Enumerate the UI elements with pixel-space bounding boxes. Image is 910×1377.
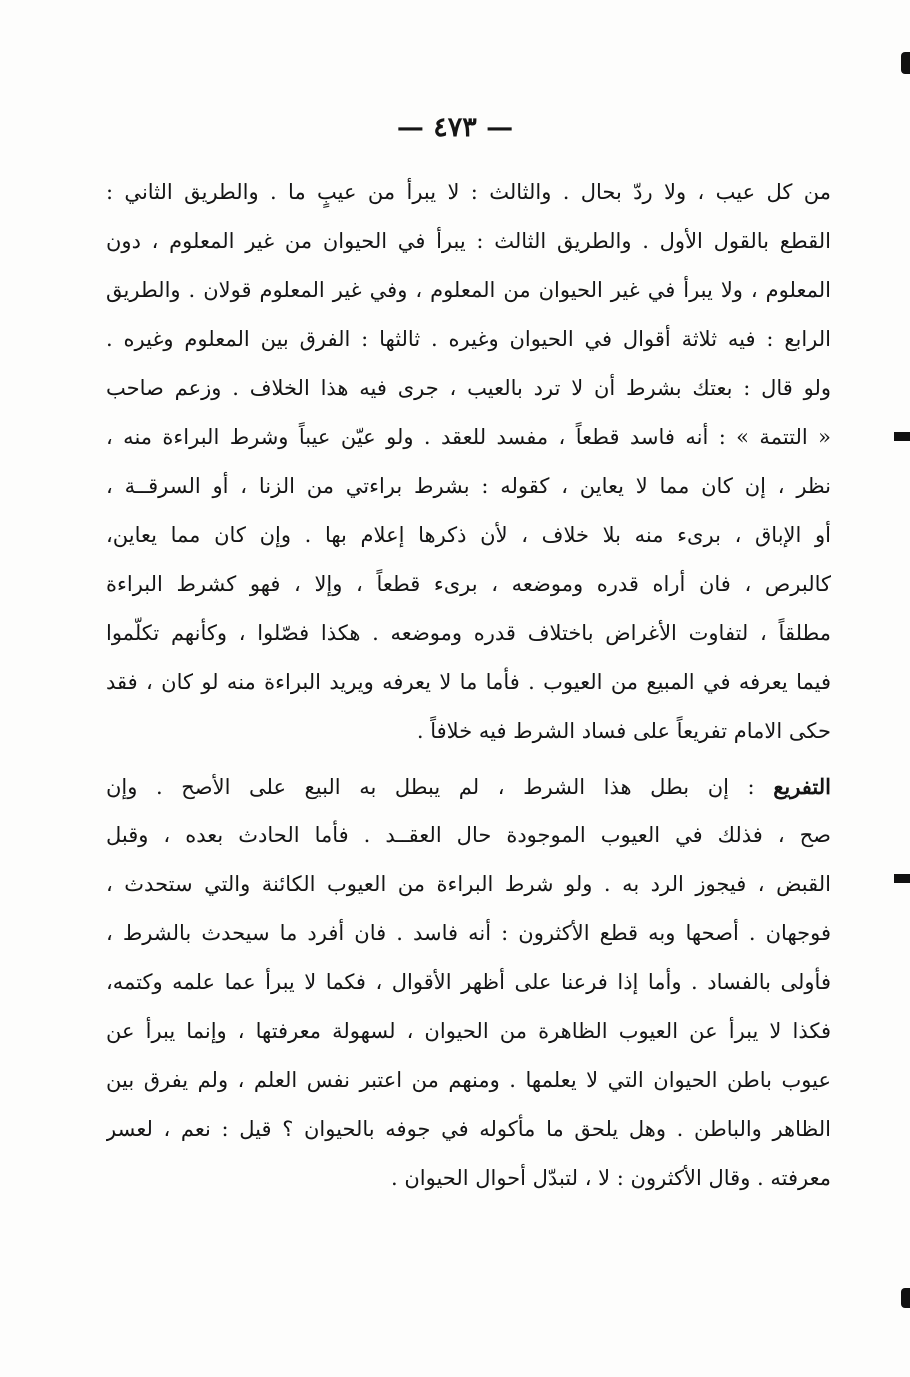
- page-edge-mark: [901, 52, 910, 74]
- text-line: « التتمة » : أنه فاسد قطعاً ، مفسد للعقد . ولو عيّن عيباً وشرط البراءة منه ،: [106, 425, 831, 449]
- page-edge-mark: [901, 1288, 910, 1308]
- text-line: صح ، فذلك في العيوب الموجودة حال العقــد . فأما الحادث بعده ، وقبل: [106, 823, 831, 847]
- text-line: نظر ، إن كان مما لا يعاين ، كقوله : بشرط براءتي من الزنا ، أو السرقــة ،: [106, 474, 831, 498]
- first-text-line: [106, 762, 831, 811]
- text-line: القطع بالقول الأول . والطريق الثالث : يبرأ في الحيوان من غير المعلوم ، دون: [106, 229, 831, 253]
- text-line: عيوب باطن الحيوان التي لا يعلمها . ومنهم من اعتبر نفس العلم ، ولم يفرق بين: [106, 1068, 831, 1092]
- text-line: القبض ، فيجوز الرد به . ولو شرط البراءة من العيوب الكائنة والتي ستحدث ،: [106, 872, 831, 896]
- text-line: أو الإباق ، برىء منه بلا خلاف ، لأن ذكرها إعلام بها . وإن كان مما يعاين،: [106, 523, 831, 547]
- text-line: فيما يعرفه في المبيع من العيوب . فأما ما لا يعرفه ويريد البراءة منه لو كان ، فقد: [106, 670, 831, 694]
- page-edge-mark: [894, 432, 910, 441]
- first-line-rest: : إن بطل هذا الشرط ، لم يبطل به البيع على الأصح . وإن: [106, 775, 755, 799]
- text-line: حكى الامام تفريعاً على فساد الشرط فيه خلافاً .: [416, 719, 831, 743]
- paragraph-2: [106, 762, 831, 1203]
- text-line: فكذا لا يبرأ عن العيوب الظاهرة من الحيوان ، لسهولة معرفتها ، وإنما يبرأ عن: [106, 1019, 831, 1043]
- text-line: ولو قال : بعتك بشرط أن لا ترد بالعيب ، جرى فيه هذا الخلاف . وزعم صاحب: [106, 376, 831, 400]
- text-line: الظاهر والباطن . وهل يلحق ما مأكوله في جوفه بالحيوان ؟ قيل : نعم ، لعسر: [106, 1117, 831, 1141]
- text-line: فوجهان . أصحها وبه قطع الأكثرون : أنه فاسد . فان أفرد ما سيحدث بالشرط ،: [106, 921, 831, 945]
- text-line: الرابع : فيه ثلاثة أقوال في الحيوان وغيره . ثالثها : الفرق بين المعلوم وغيره .: [106, 327, 831, 351]
- text-line: المعلوم ، ولا يبرأ في غير الحيوان من المعلوم ، وفي غير المعلوم قولان . والطريق: [106, 278, 831, 302]
- paragraph-1: [106, 168, 831, 756]
- text-line: فأولى بالفساد . وأما إذا فرعنا على أظهر الأقوال ، فكما لا يبرأ عما علمه وكتمه،: [106, 970, 831, 994]
- text-line: كالبرص ، فان أراه قدره وموضعه ، برىء قطعاً ، وإلا ، فهو كشرط البراءة: [106, 572, 831, 596]
- text-line: معرفته . وقال الأكثرون : لا ، لتبدّل أحوال الحيوان .: [390, 1166, 831, 1190]
- page-number: — ٤٧٣ —: [396, 112, 514, 143]
- page-edge-mark: [894, 874, 910, 883]
- section-lead-word: التفريع: [773, 774, 831, 799]
- text-line: مطلقاً ، لتفاوت الأغراض باختلاف قدره وموضعه . هكذا فصّلوا ، وكأنهم تكلّموا: [106, 621, 831, 645]
- text-line: من كل عيب ، ولا ردّ بحال . والثالث : لا يبرأ من عيبٍ ما . والطريق الثاني :: [106, 180, 831, 204]
